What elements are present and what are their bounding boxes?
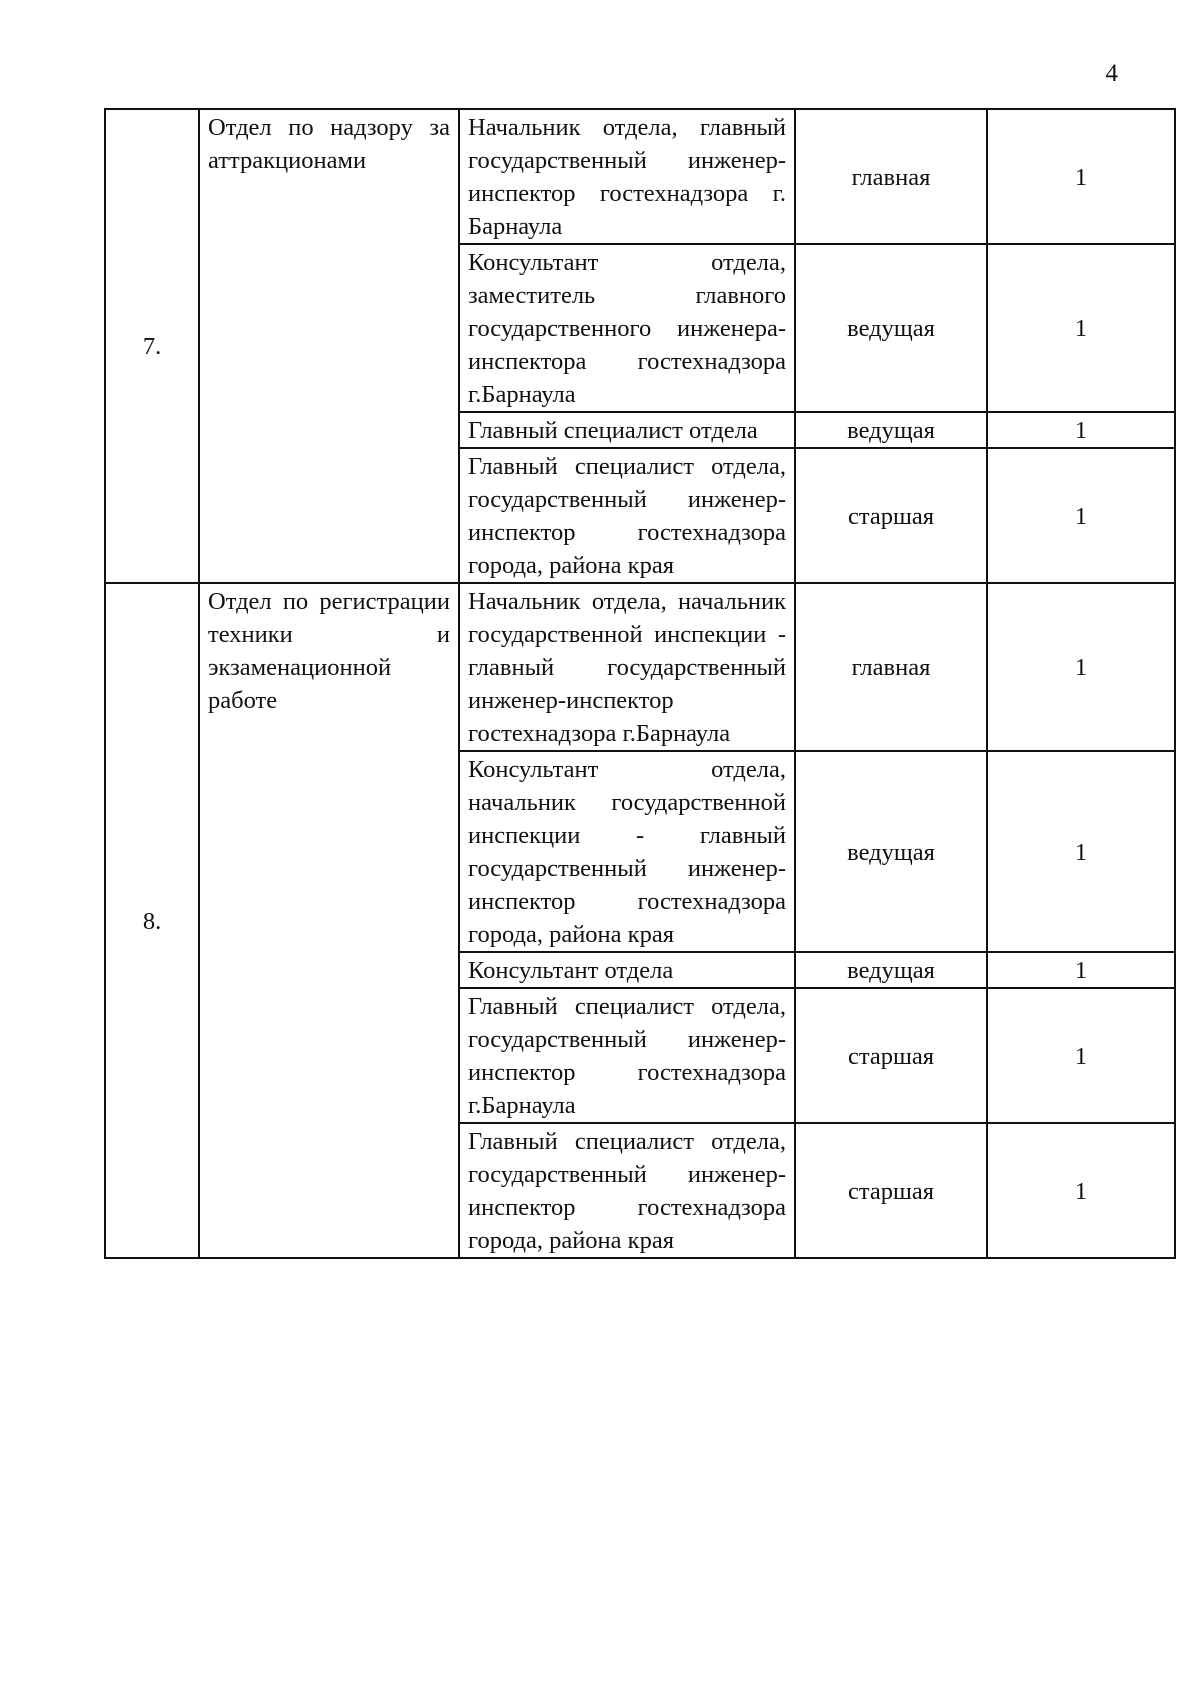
position-title: Начальник отдела, начальник государственной инспекции - главный государственный инженер-инспектор гостехнадзора г.Барнаула bbox=[459, 583, 795, 751]
position-title: Консультант отдела, заместитель главного государственного инженера-инспектора гостехнадзора г.Барнаула bbox=[459, 244, 795, 412]
section-number: 7. bbox=[105, 109, 199, 583]
position-group: ведущая bbox=[795, 412, 987, 448]
position-title: Начальник отдела, главный государственный инженер-инспектор гостехнадзора г. Барнаула bbox=[459, 109, 795, 244]
position-title: Главный специалист отдела, государственный инженер-инспектор гостехнадзора г.Барнаула bbox=[459, 988, 795, 1123]
department-name: Отдел по надзору за аттракционами bbox=[199, 109, 459, 583]
staff-count: 1 bbox=[987, 1123, 1175, 1258]
section-number: 8. bbox=[105, 583, 199, 1258]
staff-count: 1 bbox=[987, 109, 1175, 244]
staff-count: 1 bbox=[987, 988, 1175, 1123]
position-title: Консультант отдела bbox=[459, 952, 795, 988]
staff-count: 1 bbox=[987, 583, 1175, 751]
position-title: Главный специалист отдела, государственный инженер-инспектор гостехнадзора города, района края bbox=[459, 448, 795, 583]
position-group: ведущая bbox=[795, 244, 987, 412]
staff-count: 1 bbox=[987, 412, 1175, 448]
staff-count: 1 bbox=[987, 448, 1175, 583]
position-title: Главный специалист отдела bbox=[459, 412, 795, 448]
position-group: старшая bbox=[795, 1123, 987, 1258]
position-group: главная bbox=[795, 583, 987, 751]
staff-count: 1 bbox=[987, 751, 1175, 952]
position-group: старшая bbox=[795, 988, 987, 1123]
position-group: главная bbox=[795, 109, 987, 244]
department-name: Отдел по регистрации техники и экзаменационной работе bbox=[199, 583, 459, 1258]
staff-count: 1 bbox=[987, 952, 1175, 988]
staff-count: 1 bbox=[987, 244, 1175, 412]
table-row bbox=[105, 109, 1175, 244]
position-group: ведущая bbox=[795, 751, 987, 952]
position-title: Консультант отдела, начальник государственной инспекции - главный государственный инженер-инспектор гостехнадзора города, района края bbox=[459, 751, 795, 952]
position-title: Главный специалист отдела, государственный инженер-инспектор гостехнадзора города, района края bbox=[459, 1123, 795, 1258]
position-group: старшая bbox=[795, 448, 987, 583]
staff-table bbox=[104, 108, 1176, 1259]
position-group: ведущая bbox=[795, 952, 987, 988]
table-row bbox=[105, 583, 1175, 751]
page-number: 4 bbox=[1105, 60, 1118, 87]
